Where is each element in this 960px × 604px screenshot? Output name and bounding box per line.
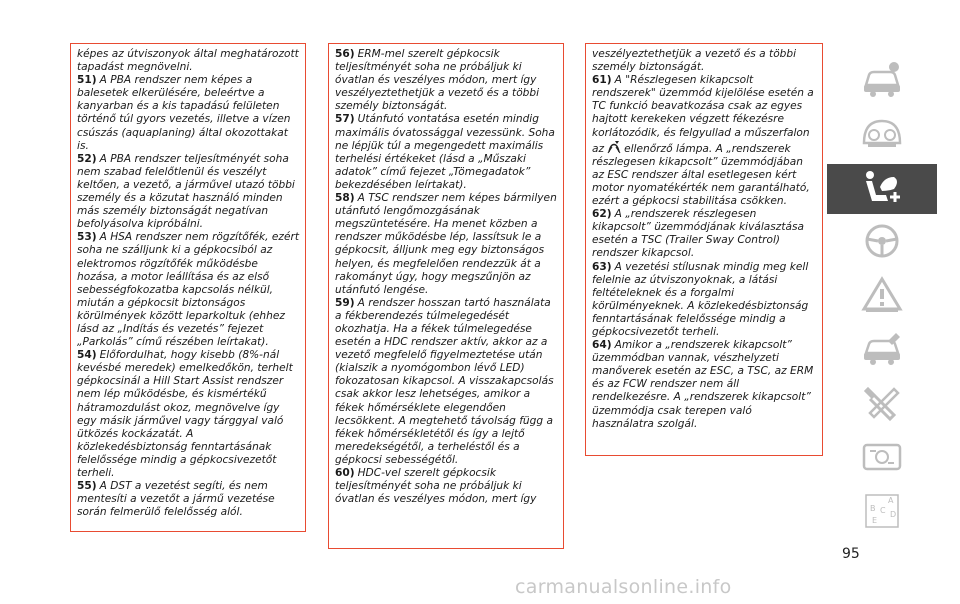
note-number: 53) [77,231,97,244]
car-service-icon [860,329,904,373]
note-number: 55) [77,480,97,493]
note-text: A vezetési stílusnak mindig meg kell felelnie az útviszonyoknak, a látási feltételeknek és a forgalmi körülményeknek. A közlekedésbiztonság fenntartásának felelőssége mindig a gépkocsivezetőt terheli. [592,260,809,338]
chapter-tab-8[interactable] [827,434,937,484]
chapter-tab-5[interactable] [827,272,937,322]
note-text: Amikor a „rendszerek kikapcsolt” üzemmódban vannak, vészhelyzeti manőverek esetén az ESC, a TSC, az ERM és az FCW rendszer nem áll rendelkezésre. A „rendszerek kikapcsolt” üzemmódja csak terepen való használatra szolgál. [592,339,814,430]
alphabetical-index-icon [860,491,904,535]
note-text: A PBA rendszer teljesítményét soha nem szabad felelőtlenül és veszélyt keltően, a vezető, a járművel utazó többi személy és a közutat használó minden más személy biztonságát negatívan befolyásolva kipróbálni. [77,152,295,231]
svg-text:C: C [880,506,886,515]
safety-airbag-icon [860,167,904,211]
note-number: 63) [592,260,612,273]
note-60 [335,467,557,506]
chapter-tab-6[interactable] [827,326,937,376]
note-number: 61) [592,74,612,87]
note-text: ellenőrző lámpa. A „rendszerek részlegesen kikapcsolt” üzemmódjában az ESC rendszer által esetlegesen kért motor nyomatékérték nem garantálható, ezért a gépkocsi stabilitása csökken. [592,142,810,208]
note-57 [335,113,557,192]
note-63 [592,261,816,340]
warning-triangle-icon [860,275,904,319]
svg-text:B: B [870,504,876,513]
note-text: A „rendszerek részlegesen kikapcsolt” üzemmódjának kiválasztása esetén a TSC (Trailer Sway Control) rendszer kikapcsol. [592,208,804,260]
note-text: A TSC rendszer nem képes bármilyen utánfutó lengőmozgásának megszüntetésére. Ha menet közben a rendszer működésbe lép, lassítsuk le a gépkocsit, álljunk meg egy biztonságos helyen, és megfelelően rendezzük át a rakományt úgy, hogy megszűnjön az utánfutó lengése. [335,192,557,296]
note-62 [592,208,816,260]
note-number: 54) [77,349,97,362]
chapter-tab-4[interactable] [827,218,937,268]
chapter-tab-2[interactable] [827,110,937,160]
text-column-2 [328,43,564,549]
page-number: 95 [842,546,860,562]
note-54 [77,349,299,480]
multimedia-icon [860,437,904,481]
note-64 [592,339,816,431]
note-number: 64) [592,339,612,352]
note-51 [77,74,299,153]
note-number: 56) [335,48,355,60]
note-61 [592,74,816,139]
chapter-tab-sidebar [827,56,937,542]
note-number: 51) [77,74,97,87]
text-column-3 [585,43,823,456]
svg-text:E: E [872,516,878,525]
watermark: carmanualsonline.info [515,576,732,598]
note-text: veszélyeztethetjük a vezető és a többi személy biztonságát. [592,48,797,74]
esc-off-warning-icon [606,140,622,155]
note-52 [77,153,299,232]
note-59 [335,297,557,467]
note-text: A DST a vezetést segíti, és nem mentesíti a vezetőt a jármű vezetése során felmerülő felelősség alól. [77,480,275,519]
svg-text:D: D [890,510,897,519]
note-58 [335,192,557,297]
specs-tools-icon [860,383,904,427]
steering-wheel-icon [860,221,904,265]
note-53 [77,231,299,349]
note-number: 52) [77,152,97,165]
note-text: A rendszer hosszan tartó használata a fékberendezés túlmelegedését okozhatja. Ha a fékek túlmelegedése esetén a HDC rendszer aktív, akkor az a vezető megfelelő figyelmeztetése után (kialszik a nyomógombon lévő LED) fokozatosan kikapcsol. A visszakapcsolás csak akkor lesz lehetséges, amikor a fékek hőmérséklete elegendően lecsökkent. A megtehető távolság függ a fékek hőmérsékletétől és így a lejtő meredekségétől, a terheléstől és a gépkocsi sebességétől. [335,296,554,466]
chapter-tab-3[interactable] [827,164,937,214]
svg-text:A: A [888,496,894,505]
note-text: képes az útviszonyok által meghatározott tapadást megnövelni. [77,48,299,74]
dashboard-icon [860,113,904,157]
chapter-tab-9[interactable] [827,488,937,538]
note-55 [77,480,299,519]
note-number: 57) [335,113,355,126]
note-continuation [592,140,816,208]
note-continuation [592,48,816,74]
note-continuation [77,48,299,74]
chapter-tab-7[interactable] [827,380,937,430]
text-column-1 [70,43,306,532]
note-text: Előfordulhat, hogy kisebb (8%-nál kevésbé meredek) emelkedőkön, terhelt gépkocsinál a Hill Start Assist rendszer nem lép működésbe, és kismértékű hátramozdulást okoz, megnövelve így egy másik járművel vagy tárggyal való ütközés kockázatát. A közlekedésbiztonság fenntartásának felelőssége mindig a gépkocsivezetőt terheli. [77,349,293,479]
note-56 [335,48,557,113]
note-number: 62) [592,208,612,221]
note-text: ERM-mel szerelt gépkocsik teljesítményét soha ne próbáljuk ki óvatlan és veszélyes módon, mert így veszélyeztethetjük a vezető és a többi személy biztonságát. [335,48,540,113]
chapter-tab-1[interactable] [827,56,937,106]
note-number: 60) [335,467,355,479]
note-text: A "Részlegesen kikapcsolt rendszerek" üzemmód kijelölése esetén a TC funkció beavatkozása csak az egyes hajtott kerekeken végzett fékezésre korlátozódik, és felgyullad a műszerfalon [592,74,814,139]
note-text: Utánfutó vontatása esetén mindig maximális óvatossággal vezessünk. Soha ne lépjük túl a megengedett maximális terhelési értékeket (lásd a „Műszaki adatok” című fejezet „Tömegadatok” bekezdésében leírtakat). [335,113,555,191]
note-number: 58) [335,192,355,205]
car-info-icon [860,59,904,103]
note-text: A PBA rendszer nem képes a balesetek elkerülésére, beleértve a kanyarban és a kis tapadású felületen történő túl gyors vezetés, illetve a vízen csúszás (aquaplaning) által okozottakat is. [77,74,291,152]
note-number: 59) [335,296,355,309]
note-text: A HSA rendszer nem rögzítőfék, ezért soha ne szálljunk ki a gépkocsiból az elektromos rögzítőfék működésbe hozása, a motor leállítása és az első sebességfokozatba kapcsolás nélkül, miután a gépkocsit biztonságos körülmények között leparkoltuk (ehhez lásd az „Indítás és vezetés” fejezet „Parkolás” című részében leírtakat). [77,231,299,349]
note-text: HDC-vel szerelt gépkocsik teljesítményét soha ne próbáljuk ki óvatlan és veszélyes módon, mert így [335,467,537,506]
note-text: az [592,142,605,155]
